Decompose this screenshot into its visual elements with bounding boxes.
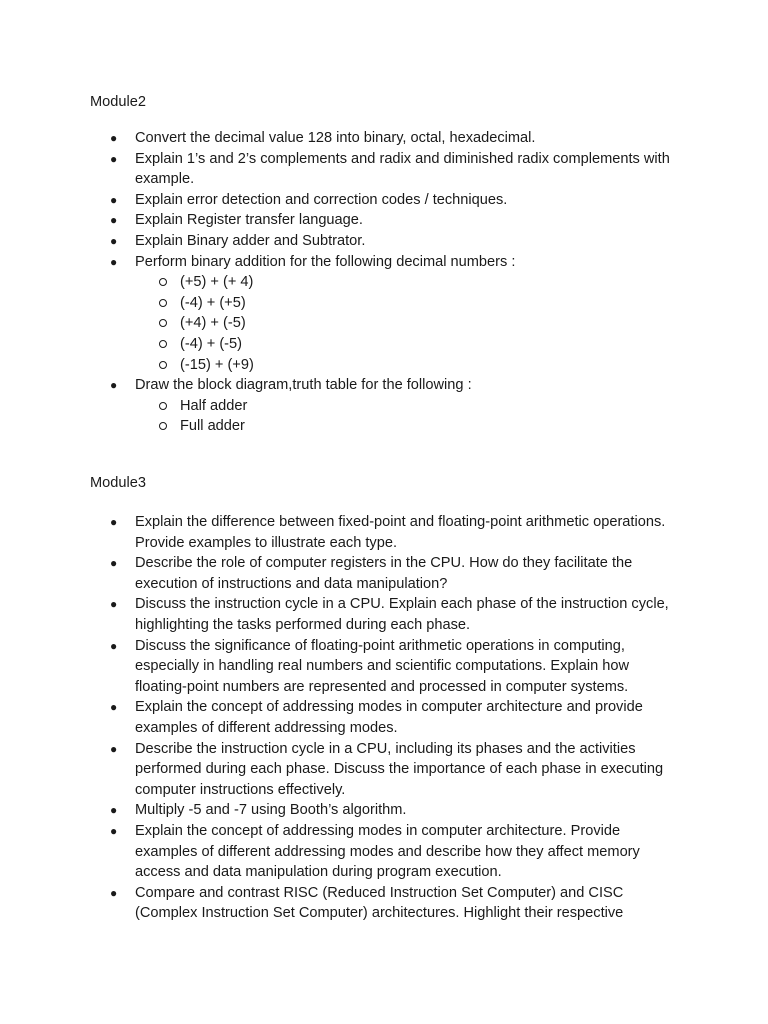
bullet-icon: ● [110,556,118,571]
question-item [90,594,680,635]
bullet-icon: ● [110,254,118,269]
question-text: Perform binary addition for the following decimal numbers : [135,253,516,270]
question-item [90,739,680,801]
sub-item [135,313,680,334]
question-item [90,252,680,376]
sub-item-text: Half adder [180,397,248,414]
sub-item [135,293,680,314]
sub-item-text: (+4) + (-5) [180,315,246,332]
question-item [90,821,680,883]
bullet-icon: ● [110,597,118,612]
question-item [90,553,680,594]
bullet-icon: ● [110,638,118,653]
question-text: Compare and contrast RISC (Reduced Instruction Set Computer) and CISC (Complex Instruction Set Computer) architectures. Highlight their respective [135,884,624,922]
question-text: Discuss the instruction cycle in a CPU. Explain each phase of the instruction cycle, highlighting the tasks performed during each phase. [135,596,669,633]
question-text: Explain Binary adder and Subtrator. [135,232,366,249]
sub-item-text: (-4) + (-5) [180,335,243,352]
question-text: Explain error detection and correction codes / techniques. [135,191,508,208]
bullet-icon: ● [110,515,118,529]
bullet-icon: ● [110,151,118,166]
sub-item [135,334,680,355]
module3-heading: Module3 [90,475,146,491]
question-item [90,149,680,190]
module2-question-list [90,128,680,437]
question-item [90,190,680,211]
question-item [90,800,680,821]
bullet-icon: ● [110,131,118,145]
sub-item-text: (+5) + (+ 4) [180,274,254,291]
hollow-bullet-icon [159,278,167,286]
bullet-icon: ● [110,213,118,228]
hollow-bullet-icon [159,340,167,348]
question-item [90,697,680,738]
bullet-icon: ● [110,803,118,818]
question-item [90,128,680,149]
sub-item [135,416,680,437]
bullet-icon: ● [110,192,118,207]
module2-heading: Module2 [90,94,146,110]
hollow-bullet-icon [159,361,167,369]
bullet-icon: ● [110,700,118,715]
question-item [90,375,680,437]
question-text: Discuss the significance of floating-point arithmetic operations in computing, especially in handling real numbers and scientific computations. Explain how floating-point numbers are represented and processed in computer systems. [135,637,630,695]
bullet-icon: ● [110,233,118,248]
sub-item [135,396,680,417]
bullet-icon: ● [110,885,118,900]
hollow-bullet-icon [159,422,167,430]
sub-item [135,355,680,376]
bullet-icon: ● [110,823,118,838]
question-item [90,210,680,231]
hollow-bullet-icon [159,319,167,327]
bullet-icon: ● [110,741,118,756]
sub-item-text: Full adder [180,418,245,435]
question-text: Describe the role of computer registers in the CPU. How do they facilitate the execution of instructions and data manipulation? [135,555,633,592]
question-text: Describe the instruction cycle in a CPU, including its phases and the activities performed during each phase. Discuss the importance of each phase in executing computer instructions effectively. [135,740,664,798]
question-text: Explain Register transfer language. [135,212,363,229]
module3-question-list [90,512,680,924]
question-text: Draw the block diagram,truth table for the following : [135,377,472,394]
question-text: Explain 1’s and 2’s complements and radix and diminished radix complements with example. [135,150,670,188]
question-item [90,231,680,252]
question-text: Explain the difference between fixed-point and floating-point arithmetic operations. Provide examples to illustrate each type. [135,514,666,551]
hollow-bullet-icon [159,402,167,410]
question-item [90,512,680,553]
sub-item-text: (-4) + (+5) [180,294,246,311]
question-text: Multiply -5 and -7 using Booth’s algorithm. [135,802,407,819]
question-item [90,636,680,698]
question-text: Explain the concept of addressing modes in computer architecture. Provide examples of different addressing modes and describe how they affect memory access and data manipulation during program execution. [135,822,640,881]
sub-item-text: (-15) + (+9) [180,356,254,373]
sub-list [135,396,680,437]
bullet-icon: ● [110,378,118,393]
question-text: Explain the concept of addressing modes in computer architecture and provide examples of different addressing modes. [135,699,643,736]
question-text: Convert the decimal value 128 into binary, octal, hexadecimal. [135,130,536,146]
hollow-bullet-icon [159,299,167,307]
sub-list [135,272,680,375]
sub-item [135,272,680,293]
question-item [90,883,680,924]
